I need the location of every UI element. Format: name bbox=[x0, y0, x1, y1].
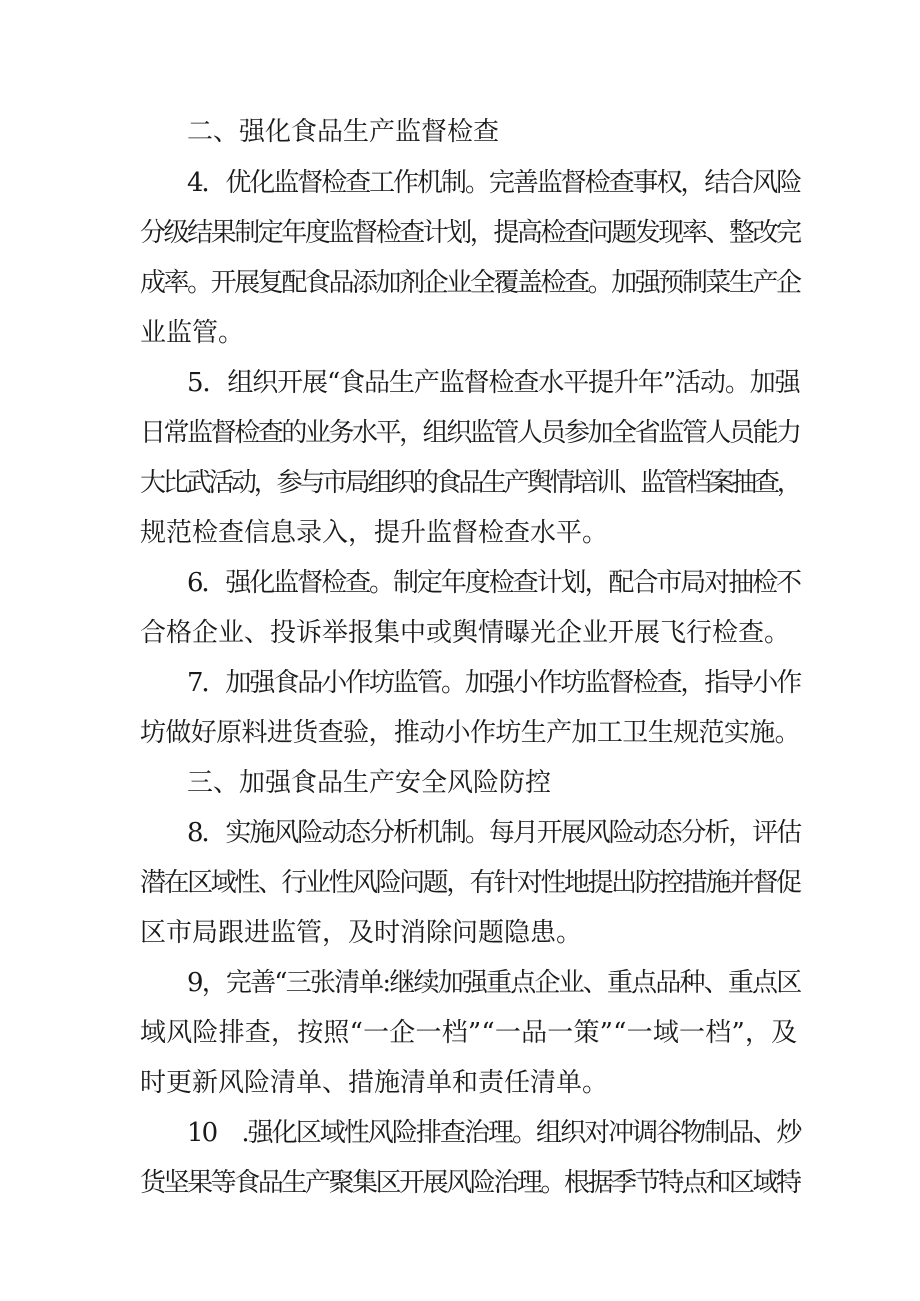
paragraph-7-line-1: 7．加强食品小作坊监管。加强小作坊监督检查，指导小作 bbox=[187, 668, 801, 698]
paragraph-4-line-3: 成率。开展复配食品添加剂企业全覆盖检查。加强预制菜生产企 bbox=[140, 268, 800, 298]
section-heading-3: 三、加强食品生产安全风险防控 bbox=[187, 768, 552, 798]
paragraph-9-line-2: 域风险排查，按照“一企一档”“一品一策”“一域一档”，及 bbox=[140, 1018, 798, 1048]
paragraph-4-line-1: 4．优化监督检查工作机制。完善监督检查事权，结合风险 bbox=[187, 168, 801, 198]
paragraph-8-line-2: 潜在区域性、行业性风险问题，有针对性地提出防控措施并督促 bbox=[140, 868, 800, 898]
paragraph-4-line-2: 分级结果制定年度监督检查计划，提高检查问题发现率、整改完 bbox=[140, 218, 800, 248]
paragraph-9-line-1: 9，完善“三张清单:继续加强重点企业、重点品种、重点区 bbox=[187, 968, 801, 998]
paragraph-5-line-2: 日常监督检查的业务水平，组织监管人员参加全省监管人员能力 bbox=[140, 418, 800, 448]
paragraph-5-line-3: 大比武活动，参与市局组织的食品生产舆情培训、监管档案抽查， bbox=[140, 468, 800, 498]
paragraph-5-line-1: 5．组织开展“食品生产监督检查水平提升年”活动。加强 bbox=[187, 368, 800, 398]
paragraph-6-line-2: 合格企业、投诉举报集中或舆情曝光企业开展飞行检查。 bbox=[140, 618, 791, 648]
paragraph-6-line-1: 6．强化监督检查。制定年度检查计划，配合市局对抽检不 bbox=[187, 568, 800, 598]
paragraph-10-line-1: 10 .强化区域性风险排查治理。组织对冲调谷物制品、炒 bbox=[187, 1118, 801, 1148]
paragraph-5-line-4: 规范检查信息录入，提升监督检查水平。 bbox=[140, 518, 609, 548]
paragraph-10-line-2: 货坚果等食品生产聚集区开展风险治理。根据季节特点和区域特 bbox=[140, 1168, 800, 1198]
paragraph-4-line-4: 业监管。 bbox=[140, 318, 245, 348]
paragraph-8-line-3: 区市局跟进监管，及时消除问题隐患。 bbox=[140, 918, 583, 948]
paragraph-8-line-1: 8．实施风险动态分析机制。每月开展风险动态分析，评估 bbox=[187, 818, 801, 848]
section-heading-2: 二、强化食品生产监督检查 bbox=[187, 117, 500, 147]
paragraph-9-line-3: 时更新风险清单、措施清单和责任清单。 bbox=[140, 1068, 609, 1098]
paragraph-7-line-2: 坊做好原料进货查验，推动小作坊生产加工卫生规范实施。 bbox=[140, 718, 801, 748]
